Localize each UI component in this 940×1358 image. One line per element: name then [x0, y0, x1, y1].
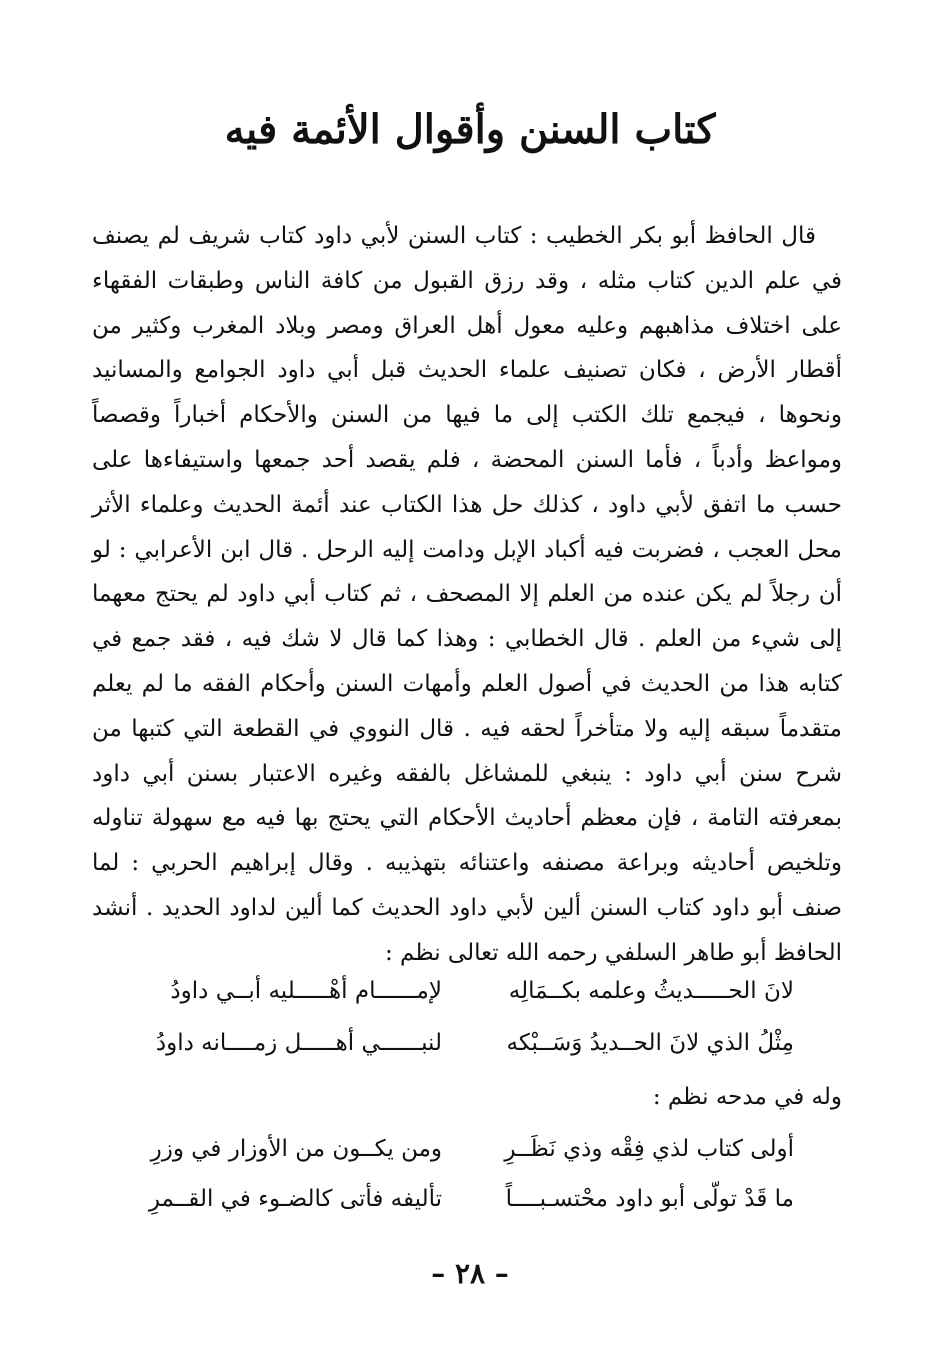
verse-first-hemistich: لانَ الحـــــديثُ وعلمه بكــمَالِه [508, 978, 794, 1004]
page-number: – ٢٨ – [431, 1257, 509, 1290]
verse-first-hemistich: أولى كتاب لذي فِقْه وذي نَظَــرِ [504, 1136, 794, 1162]
poem1-verse-2 [92, 1018, 842, 1068]
chapter-title: كتاب السنن وأقوال الأئمة فيه [224, 106, 716, 153]
poem2-verse-1 [92, 1124, 842, 1174]
verse-second-hemistich: لنبــــــي أهـــــل زمــــانه داودُ [155, 1030, 442, 1056]
verse-second-hemistich: تأليفه فأتى كالضـوء في القــمرِ [148, 1186, 442, 1212]
poem2-intro: وله في مدحه نظم : [652, 1084, 842, 1110]
poem1-verse-1 [92, 966, 842, 1016]
main-paragraph [92, 214, 842, 976]
verse-second-hemistich: ومن يكــون من الأوزار في وزرِ [150, 1136, 442, 1162]
verse-second-hemistich: لإمــــــام أهْـــــليه أبــي داودُ [170, 978, 442, 1004]
verse-first-hemistich: مِثْلُ الذي لانَ الحــديدُ وَسَــبْكه [506, 1030, 794, 1056]
poem2-verse-2 [92, 1174, 842, 1224]
paragraph-text: قال الحافظ أبو بكر الخطيب : كتاب السنن لأبي داود كتاب شريف لم يصنف في علم الدين كتاب مثله ، وقد رزق القبول من كافة الناس وطبقات الفقهاء على اختلاف مذاهبهم وعليه معول أهل العراق ومصر وبلاد المغرب وكثير من أقطار الأرض ، فكان تصنيف علماء الحديث قبل أبي داود الجوامع والمسانيد ونحوها ، فيجمع تلك الكتب إلى ما فيها من السنن والأحكام أخباراً وقصصاً ومواعظ وأدباً ، فأما السنن المحضة ، فلم يقصد أحد جمعها واستيفاءها على حسب ما اتفق لأبي داود ، كذلك حل هذا الكتاب عند أئمة الحديث وعلماء الأثر محل العجب ، فضربت فيه أكباد الإبل ودامت إليه الرحل . قال ابن الأعرابي : لو أن رجلاً لم يكن عنده من العلم إلا المصحف ، ثم كتاب أبي داود لم يحتج معهما إلى شيء من العلم . قال الخطابي : وهذا كما قال لا شك فيه ، فقد جمع في كتابه هذا من الحديث في أصول العلم وأمهات السنن وأحكام الفقه ما لم يعلم متقدماً سبقه إليه ولا متأخراً لحقه فيه . قال النووي في القطعة التي كتبها من شرح سنن أبي داود : ينبغي للمشاغل بالفقه وغيره الاعتبار بسنن أبي داود بمعرفته التامة ، فإن معظم أحاديث الأحكام التي يحتج بها فيه مع سهولة تناوله وتلخيص أحاديثه وبراعة مصنفه واعتنائه بتهذيبه . وقال إبراهيم الحربي : لما صنف أبو داود كتاب السنن ألين لأبي داود الحديث كما ألين لداود الحديد . أنشد الحافظ أبو طاهر السلفي رحمه الله تعالى نظم : [92, 223, 843, 966]
verse-first-hemistich: ما قَدْ تولّى أبو داود محْتسـبــــاً [505, 1186, 794, 1212]
